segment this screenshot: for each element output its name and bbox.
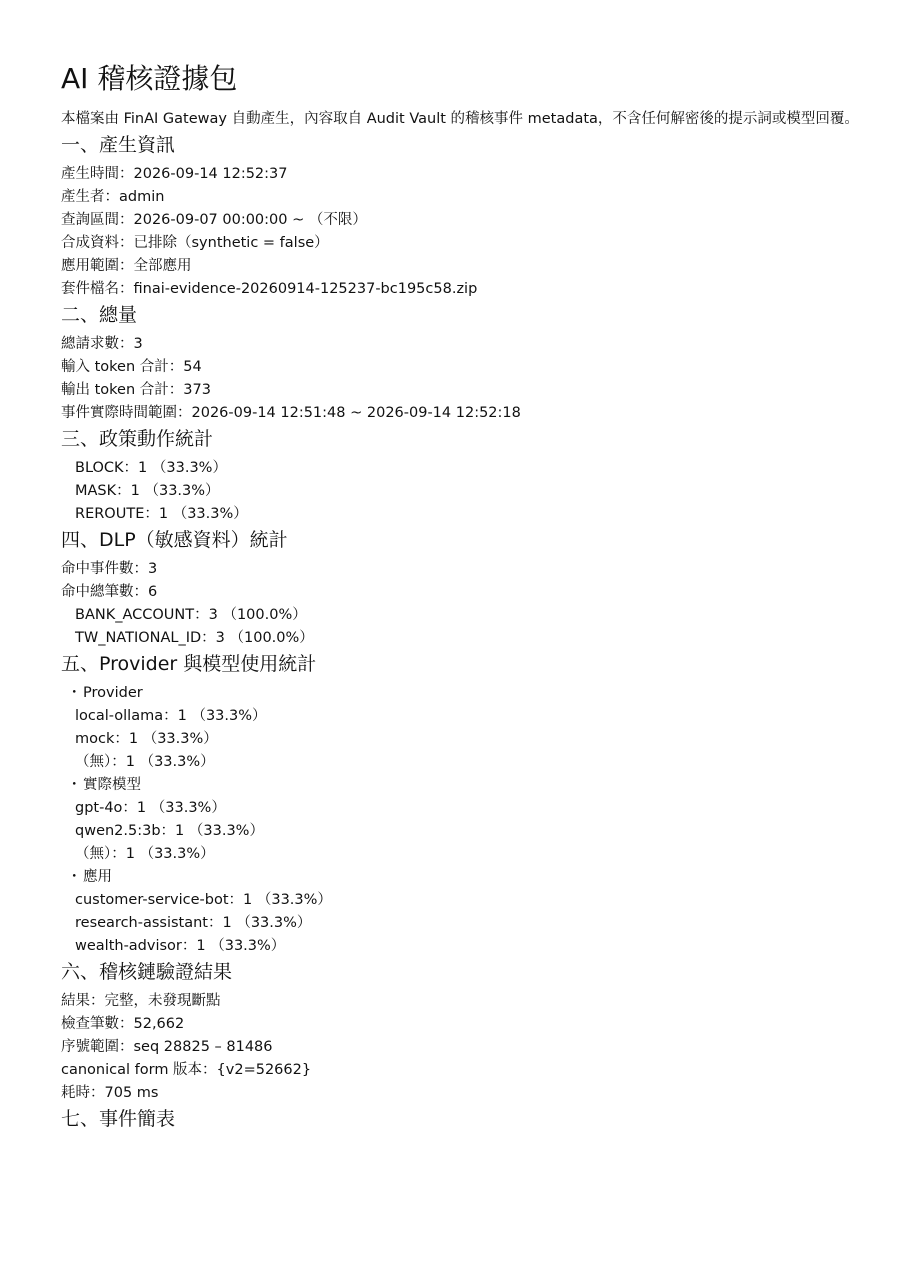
dlp-hit-total: 命中總筆數：6 bbox=[61, 584, 158, 600]
dlp-block bbox=[61, 558, 861, 650]
section-heading-policy: 三、政策動作統計 bbox=[61, 428, 214, 450]
provider-item: local-ollama：1 （33.3%） bbox=[75, 708, 267, 724]
provider-item: mock：1 （33.3%） bbox=[75, 731, 218, 747]
model-group-label bbox=[61, 774, 861, 797]
bullet-icon: ・ bbox=[67, 869, 82, 885]
bullet-icon: ・ bbox=[67, 685, 82, 701]
event-time-range: 事件實際時間範圍：2026-09-14 12:51:48 ~ 2026-09-14 12:52:18 bbox=[61, 405, 521, 421]
section-heading-events: 七、事件簡表 bbox=[61, 1108, 176, 1130]
generation-info-block bbox=[61, 163, 861, 301]
section-heading-chain: 六、稽核鏈驗證結果 bbox=[61, 961, 233, 983]
chain-checked-count: 檢查筆數：52,662 bbox=[61, 1016, 185, 1032]
app-item: research-assistant：1 （33.3%） bbox=[75, 915, 312, 931]
chain-result: 結果：完整，未發現斷點 bbox=[61, 993, 221, 1009]
policy-reroute-count: REROUTE：1 （33.3%） bbox=[75, 506, 248, 522]
app-item: wealth-advisor：1 （33.3%） bbox=[75, 938, 286, 954]
dlp-hit-events: 命中事件數：3 bbox=[61, 561, 158, 577]
provider-block bbox=[61, 682, 861, 958]
query-range: 查詢區間：2026-09-07 00:00:00 ~ （不限） bbox=[61, 212, 367, 228]
model-item: gpt-4o：1 （33.3%） bbox=[75, 800, 226, 816]
app-scope: 應用範圍：全部應用 bbox=[61, 258, 192, 274]
group-label: Provider bbox=[83, 685, 143, 701]
document-intro: 本檔案由 FinAI Gateway 自動產生，內容取自 Audit Vault 的稽核事件 metadata，不含任何解密後的提示詞或模型回覆。 bbox=[61, 111, 859, 127]
synthetic-data: 合成資料：已排除（synthetic = false） bbox=[61, 235, 329, 251]
generation-time: 產生時間：2026-09-14 12:52:37 bbox=[61, 166, 288, 182]
app-item: customer-service-bot：1 （33.3%） bbox=[75, 892, 332, 908]
total-requests: 總請求數：3 bbox=[61, 336, 143, 352]
input-token-total: 輸入 token 合計：54 bbox=[61, 359, 202, 375]
provider-item: （無）：1 （33.3%） bbox=[75, 754, 215, 770]
model-item: （無）：1 （33.3%） bbox=[75, 846, 215, 862]
chain-canonical-version: canonical form 版本：{v2=52662} bbox=[61, 1062, 312, 1078]
app-group-label bbox=[61, 866, 861, 889]
chain-seq-range: 序號範圍：seq 28825 – 81486 bbox=[61, 1039, 273, 1055]
section-heading-dlp: 四、DLP（敏感資料）統計 bbox=[61, 529, 288, 551]
chain-duration: 耗時：705 ms bbox=[61, 1085, 159, 1101]
model-item: qwen2.5:3b：1 （33.3%） bbox=[75, 823, 264, 839]
policy-mask-count: MASK：1 （33.3%） bbox=[75, 483, 220, 499]
package-filename: 套件檔名：finai-evidence-20260914-125237-bc195c58.zip bbox=[61, 281, 478, 297]
provider-group-label bbox=[61, 682, 861, 705]
bullet-icon: ・ bbox=[67, 777, 82, 793]
chain-block bbox=[61, 990, 861, 1105]
section-heading-totals: 二、總量 bbox=[61, 304, 138, 326]
group-label: 應用 bbox=[83, 869, 112, 885]
output-token-total: 輸出 token 合計：373 bbox=[61, 382, 211, 398]
dlp-bank-account: BANK_ACCOUNT：3 （100.0%） bbox=[75, 607, 307, 623]
evidence-document bbox=[61, 60, 861, 1137]
section-heading-provider: 五、Provider 與模型使用統計 bbox=[61, 653, 317, 675]
document-title: AI 稽核證據包 bbox=[61, 62, 238, 95]
group-label: 實際模型 bbox=[83, 777, 141, 793]
generator: 產生者：admin bbox=[61, 189, 165, 205]
section-heading-generation: 一、產生資訊 bbox=[61, 134, 176, 156]
dlp-tw-national-id: TW_NATIONAL_ID：3 （100.0%） bbox=[75, 630, 314, 646]
policy-block bbox=[61, 457, 861, 526]
totals-block bbox=[61, 333, 861, 425]
policy-block-count: BLOCK：1 （33.3%） bbox=[75, 460, 227, 476]
